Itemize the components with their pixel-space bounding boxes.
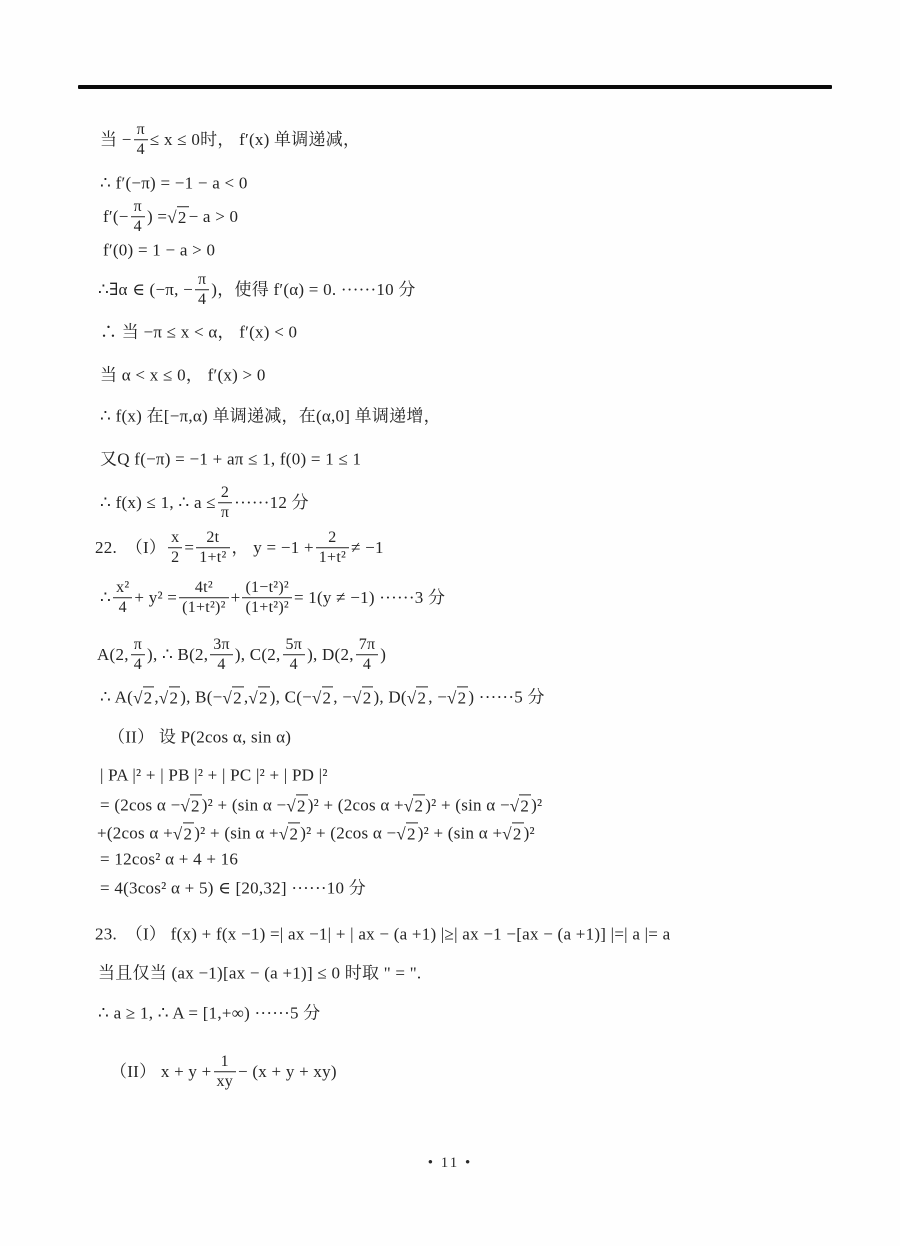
text-run: = (184, 538, 195, 558)
fraction-denominator: (1+t²)² (182, 599, 226, 617)
line-q21-exists-alpha (98, 271, 416, 309)
text-run: = (2cos α − (100, 795, 181, 815)
text-run: 当且仅当 (ax −1)[ax − (a +1)] ≤ 0 时取 " = ". (98, 964, 422, 984)
text-run: )² (523, 823, 535, 843)
text-run: 当 − (100, 130, 132, 150)
line-q22-cartesian-points (100, 685, 545, 708)
text-run: )² + (sin α + (417, 823, 503, 843)
text-run: ∴ f(x) ≤ 1, ∴ a ≤ (100, 493, 216, 513)
fraction (179, 579, 228, 617)
text-run: ······12 分 (234, 493, 309, 513)
page-number: • 11 • (427, 1155, 473, 1171)
radicand: 2 (520, 796, 530, 816)
fraction-numerator: (1−t²)² (242, 579, 291, 598)
text-run: ) ······5 分 (468, 687, 545, 707)
fraction-denominator: 4 (133, 218, 142, 236)
fraction-numerator: 2t (196, 529, 229, 548)
radicand: 2 (322, 688, 332, 708)
radicand: 2 (457, 688, 467, 708)
radicand: 2 (177, 207, 187, 227)
fraction-denominator: 4 (133, 656, 142, 674)
text-run: ) = (146, 207, 168, 227)
square-root (286, 794, 307, 816)
text-run: ), C(2, (234, 645, 281, 665)
square-root (312, 686, 333, 708)
fraction-numerator: 7π (356, 636, 379, 655)
text-run: )，使得 f′(α) = 0. ······10 分 (211, 280, 416, 300)
text-run: | PA |² + | PB |² + | PC |² + | PD |² (100, 766, 328, 786)
square-root (248, 686, 269, 708)
line-q23-part2-expression (110, 1053, 337, 1091)
fraction (134, 121, 148, 159)
text-run: 当 α < x ≤ 0， f′(x) > 0 (100, 366, 266, 386)
line-q23-part1-inequality (95, 923, 670, 946)
fraction-denominator: 4 (362, 656, 372, 674)
text-run: )² + (2cos α − (300, 823, 397, 843)
fraction-denominator: 4 (289, 656, 298, 674)
square-root (396, 822, 417, 844)
line-q22-expansion-2 (97, 821, 535, 844)
line-q23-set-A (98, 1002, 321, 1025)
text-run: )² + (sin α − (201, 795, 287, 815)
radicand: 2 (143, 688, 153, 708)
text-run: , (154, 687, 159, 707)
text-run: f′(− (103, 207, 129, 227)
radical-sign: √ (396, 824, 406, 844)
text-run: )² + (sin α + (194, 823, 279, 843)
radicand: 2 (362, 688, 372, 708)
radical-sign: √ (222, 688, 233, 708)
fraction-numerator: 2 (218, 484, 232, 503)
radicand: 2 (296, 796, 306, 816)
fraction (214, 1053, 237, 1091)
fraction-denominator: 1+t² (199, 549, 227, 567)
radicand: 2 (169, 688, 179, 708)
text-run: （II） 设 P(2cos α, sin α) (108, 728, 292, 748)
fraction-denominator: 1+t² (318, 549, 347, 567)
text-run: ∴ f′(−π) = −1 − a < 0 (100, 174, 248, 194)
radical-sign: √ (180, 796, 190, 816)
radical-sign: √ (248, 688, 258, 708)
line-q23-equality-condition (98, 962, 421, 985)
fraction-numerator: π (195, 271, 209, 290)
fraction-denominator: 4 (136, 141, 145, 159)
line-q22-expansion-1 (100, 793, 542, 816)
radicand: 2 (258, 688, 268, 708)
text-run: ∴ 当 −π ≤ x < α， f′(x) < 0 (100, 323, 298, 343)
radicand: 2 (512, 824, 522, 844)
text-run: ), C(− (269, 687, 312, 707)
text-run: ∴ (100, 588, 112, 608)
radicand: 2 (406, 824, 416, 844)
line-q22-range-result (100, 877, 366, 900)
fraction (356, 636, 379, 674)
text-run: ∴∃α ∈ (−π, − (98, 280, 193, 300)
line-q22-sum-of-squares (100, 764, 328, 787)
square-root (223, 686, 244, 708)
fraction (196, 529, 229, 567)
fraction-denominator: π (220, 504, 230, 522)
line-q22-part2-setup (108, 726, 291, 749)
square-root (352, 686, 373, 708)
fraction-numerator: π (131, 636, 145, 655)
fraction-numerator: x² (113, 579, 132, 598)
fraction-numerator: 1 (214, 1053, 237, 1072)
square-root (173, 822, 194, 844)
radical-sign: √ (406, 688, 417, 708)
square-root (159, 686, 180, 708)
text-run: , − (428, 687, 448, 707)
fraction (283, 636, 306, 674)
fraction-denominator: xy (216, 1073, 233, 1091)
radical-sign: √ (447, 688, 457, 708)
header-rule (78, 85, 832, 89)
text-run: ∴ f(x) 在[−π,α) 单调递减，在(α,0] 单调递增， (100, 407, 441, 427)
text-run: ， y = −1 + (231, 538, 314, 558)
text-run: ≤ x ≤ 0时， f′(x) 单调递减， (149, 130, 361, 150)
fraction-denominator: (1+t²)² (245, 599, 289, 617)
fraction (218, 484, 232, 522)
fraction (113, 579, 132, 617)
square-root (502, 822, 523, 844)
text-run: , (243, 687, 249, 707)
line-q22-part1-parametric (95, 529, 384, 567)
text-run: 23. （I） f(x) + f(x −1) =| ax −1| + | ax − (a +1) |≥| ax −1 −[ax − (a +1)] |=| a |= a (95, 925, 671, 945)
fraction (195, 271, 209, 309)
fraction-numerator: x (168, 529, 182, 548)
radicand: 2 (289, 824, 299, 844)
radical-sign: √ (509, 796, 520, 816)
text-run: )² + (sin α − (425, 795, 510, 815)
radical-sign: √ (172, 824, 183, 844)
text-run: = 1(y ≠ −1) ······3 分 (293, 588, 446, 608)
text-run: 又Q f(−π) = −1 + aπ ≤ 1, f(0) = 1 ≤ 1 (100, 450, 362, 470)
text-run: )² + (2cos α + (307, 795, 404, 815)
square-root (133, 686, 154, 708)
text-run: − a > 0 (188, 207, 239, 227)
fraction (131, 198, 145, 236)
radical-sign: √ (286, 796, 296, 816)
fraction (210, 636, 233, 674)
square-root (167, 206, 188, 228)
fraction-denominator: 4 (118, 599, 127, 617)
line-q21-interval-positive (100, 364, 266, 387)
fraction-numerator: π (134, 121, 148, 140)
text-run: +(2cos α + (97, 823, 173, 843)
text-run: = 12cos² α + 4 + 16 (100, 850, 239, 870)
line-q21-f-prime-neg-pi (100, 172, 248, 195)
fraction-denominator: 2 (171, 549, 180, 567)
square-root (279, 822, 300, 844)
radical-sign: √ (403, 796, 414, 816)
line-q22-simplified (100, 848, 238, 871)
fraction-numerator: 4t² (179, 579, 228, 598)
radical-sign: √ (278, 824, 289, 844)
line-q22-polar-points (97, 636, 386, 674)
line-q21-conclusion (100, 484, 309, 522)
line-q22-ellipse-equation (100, 579, 445, 617)
radicand: 2 (191, 796, 200, 816)
fraction-numerator: π (131, 198, 145, 217)
square-root (447, 686, 468, 708)
fraction (242, 579, 291, 617)
line-q21-f-prime-zero (103, 239, 215, 262)
text-run: = 4(3cos² α + 5) ∈ [20,32] ······10 分 (100, 879, 367, 899)
text-run: + y² = (134, 588, 178, 608)
text-run: ≠ −1 (351, 538, 384, 558)
text-run: − (x + y + xy) (238, 1062, 337, 1082)
line-q21-monotonic-decrease (100, 121, 360, 159)
fraction-numerator: 3π (210, 636, 233, 655)
square-root (407, 686, 428, 708)
radicand: 2 (417, 688, 427, 708)
line-q21-f-prime-neg-pi-over-4 (103, 198, 238, 236)
fraction-numerator: 5π (283, 636, 306, 655)
line-q21-monotonic-summary (100, 405, 441, 428)
text-run: , − (333, 687, 353, 707)
fraction-denominator: 4 (197, 291, 207, 309)
text-run: ), D(2, (307, 645, 354, 665)
fraction-numerator: 2 (316, 529, 349, 548)
text-run: 22. （I） (95, 538, 167, 558)
fraction-denominator: 4 (217, 656, 226, 674)
radicand: 2 (414, 796, 424, 816)
line-q21-boundary-values (100, 448, 361, 471)
text-run: ∴ a ≥ 1, ∴ A = [1,+∞) ······5 分 (98, 1004, 321, 1024)
radical-sign: √ (158, 688, 169, 708)
square-root (404, 794, 425, 816)
text-run: )² (531, 795, 543, 815)
text-run: （II） x + y + (110, 1062, 212, 1082)
radical-sign: √ (167, 207, 177, 227)
fraction (316, 529, 349, 567)
text-run: f′(0) = 1 − a > 0 (103, 241, 216, 261)
square-root (510, 794, 531, 816)
radical-sign: √ (502, 824, 512, 844)
radicand: 2 (183, 824, 193, 844)
line-q21-interval-negative (100, 321, 297, 344)
radical-sign: √ (311, 688, 322, 708)
text-run: ) (380, 645, 387, 665)
text-run: + (230, 588, 241, 608)
text-run: ∴ A( (100, 687, 134, 707)
square-root (180, 794, 201, 816)
radical-sign: √ (133, 688, 143, 708)
text-run: A(2, (97, 645, 129, 665)
text-run: ), B(− (180, 687, 223, 707)
fraction (168, 529, 182, 567)
radicand: 2 (233, 688, 242, 708)
text-run: ), D( (373, 687, 407, 707)
text-run: ), ∴ B(2, (147, 645, 209, 665)
radical-sign: √ (352, 688, 362, 708)
fraction (131, 636, 145, 674)
